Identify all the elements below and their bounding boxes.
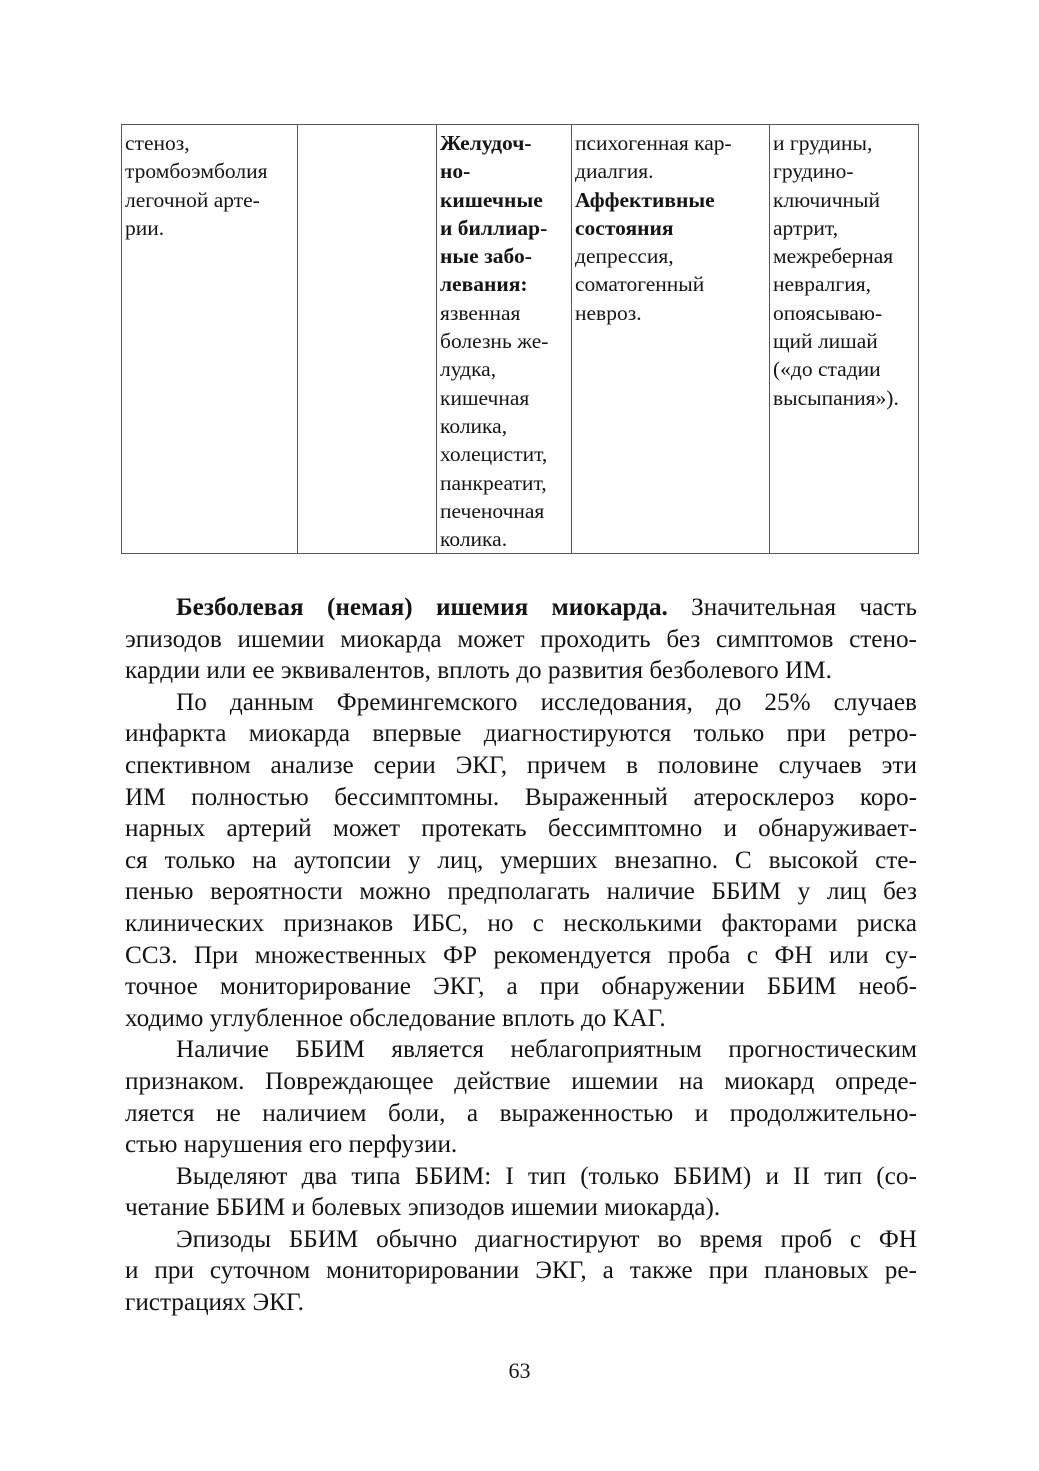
- table-cell-line: опоясываю-: [773, 300, 883, 325]
- text-line: [125, 1003, 917, 1035]
- text-line: [125, 655, 917, 687]
- table-cell-line: и биллиар-: [440, 215, 548, 240]
- text-line: Выделяют два типа ББИМ: I тип (только ББИМ) и II тип (со-: [176, 1162, 917, 1190]
- text-run: ходимо углубленное обследование вплоть до КАГ.: [125, 1004, 666, 1032]
- text-line: эпизодов ишемии миокарда может проходить без симптомов стено-: [125, 625, 917, 653]
- paragraph: [125, 687, 917, 1035]
- text-line: [125, 1287, 917, 1319]
- differential-diagnosis-table-continuation: [121, 124, 919, 554]
- text-run: гистрациях ЭКГ.: [125, 1289, 304, 1317]
- text-line: признаком. Повреждающее действие ишемии на миокард опреде-: [125, 1067, 917, 1095]
- table-cell-line: но-: [440, 159, 471, 184]
- table-cell-line: кишечная: [440, 385, 530, 410]
- text-line: ся только на аутопсии у лиц, умерших внезапно. С высокой сте-: [125, 846, 917, 874]
- paragraph: [125, 1224, 917, 1319]
- table-cell-line: диалгия.: [575, 159, 654, 184]
- table-cell-line: состояния: [575, 215, 674, 240]
- table-cell-line: Желудоч-: [440, 131, 532, 155]
- table-cell-line: щий лишай: [773, 329, 878, 354]
- table-cell-col5: [770, 125, 919, 554]
- text-line: Наличие ББИМ является неблагоприятным прогностическим: [176, 1036, 917, 1064]
- text-line: нарных артерий может протекать бессимптомно и обнаруживает-: [125, 815, 917, 843]
- table-cell-line: невроз.: [575, 300, 642, 325]
- text-line: Эпизоды ББИМ обычно диагностируют во время проб с ФН: [176, 1225, 917, 1253]
- body-text: [125, 592, 917, 1319]
- table-cell-col4: [572, 125, 770, 554]
- text-line: и при суточном мониторировании ЭКГ, а также при плановых ре-: [125, 1257, 917, 1285]
- table-cell-line: лудка,: [440, 357, 497, 382]
- table-cell-line: Аффективные: [575, 187, 715, 212]
- table-cell-line: невралгия,: [773, 272, 871, 297]
- table-cell-line: левания:: [440, 272, 528, 297]
- paragraph: [125, 1034, 917, 1160]
- text-run: четание ББИМ и болевых эпизодов ишемии миокарда).: [125, 1194, 721, 1222]
- text-line: ИМ полностью бессимптомны. Выраженный атеросклероз коро-: [125, 783, 917, 811]
- table-cell-line: язвенная: [440, 300, 521, 325]
- text-line: спективном анализе серии ЭКГ, причем в половине случаев эти: [125, 751, 917, 779]
- table-cell-line: кишечные: [440, 187, 543, 212]
- table-cell-col1: [122, 125, 298, 554]
- text-line: точное мониторирование ЭКГ, а при обнаружении ББИМ необ-: [125, 973, 917, 1001]
- table-row: [122, 125, 919, 554]
- text-line: Безболевая (немая) ишемия миокарда. Значительная часть: [176, 594, 917, 621]
- paragraph: [125, 1161, 917, 1224]
- table-cell-line: рии.: [125, 215, 165, 240]
- table-cell-col2: [298, 125, 437, 554]
- table-cell-line: тромбоэмболия: [125, 159, 268, 184]
- table-cell-line: болезнь же-: [440, 329, 549, 354]
- table-cell-line: ные забо-: [440, 244, 532, 269]
- text-line: клинических признаков ИБС, но с несколькими факторами риска: [125, 909, 917, 937]
- paragraph: [125, 592, 917, 687]
- table-cell-line: высыпания»).: [773, 385, 899, 410]
- text-line: [125, 1192, 917, 1224]
- table-cell-line: колика,: [440, 413, 508, 438]
- text-run: кардии или ее эквивалентов, вплоть до развития безболевого ИМ.: [125, 657, 832, 685]
- table-cell-line: стеноз,: [125, 131, 190, 155]
- table-cell-line: депрессия,: [575, 244, 674, 269]
- table-cell-line: межреберная: [773, 244, 894, 269]
- table-cell-line: холецистит,: [440, 442, 548, 467]
- table-cell-line: соматогенный: [575, 272, 705, 297]
- table-cell-col3: [437, 125, 572, 554]
- table-cell-line: ключичный: [773, 187, 881, 212]
- table-cell-line: панкреатит,: [440, 470, 547, 495]
- table-cell-line: грудино-: [773, 159, 854, 184]
- text-run: стью нарушения его перфузии.: [125, 1131, 458, 1159]
- table-cell-line: печеночная: [440, 498, 545, 523]
- table-cell-line: («до стадии: [773, 357, 881, 382]
- text-line: По данным Фремингемского исследования, до 25% случаев: [176, 688, 917, 716]
- table-cell-line: артрит,: [773, 215, 839, 240]
- text-line: [125, 1129, 917, 1161]
- table-cell-line: колика.: [440, 527, 508, 552]
- text-line: ССЗ. При множественных ФР рекомендуется проба с ФН или су-: [125, 941, 917, 969]
- table-cell-line: и грудины,: [773, 131, 873, 155]
- text-line: инфаркта миокарда впервые диагностируются только при ретро-: [125, 720, 917, 748]
- table-cell-line: легочной арте-: [125, 187, 260, 212]
- table-cell-line: психогенная кар-: [575, 131, 732, 155]
- text-line: пенью вероятности можно предполагать наличие ББИМ у лиц без: [125, 878, 917, 906]
- page-number: 63: [508, 1358, 531, 1383]
- text-line: ляется не наличием боли, а выраженностью и продолжительно-: [125, 1099, 917, 1127]
